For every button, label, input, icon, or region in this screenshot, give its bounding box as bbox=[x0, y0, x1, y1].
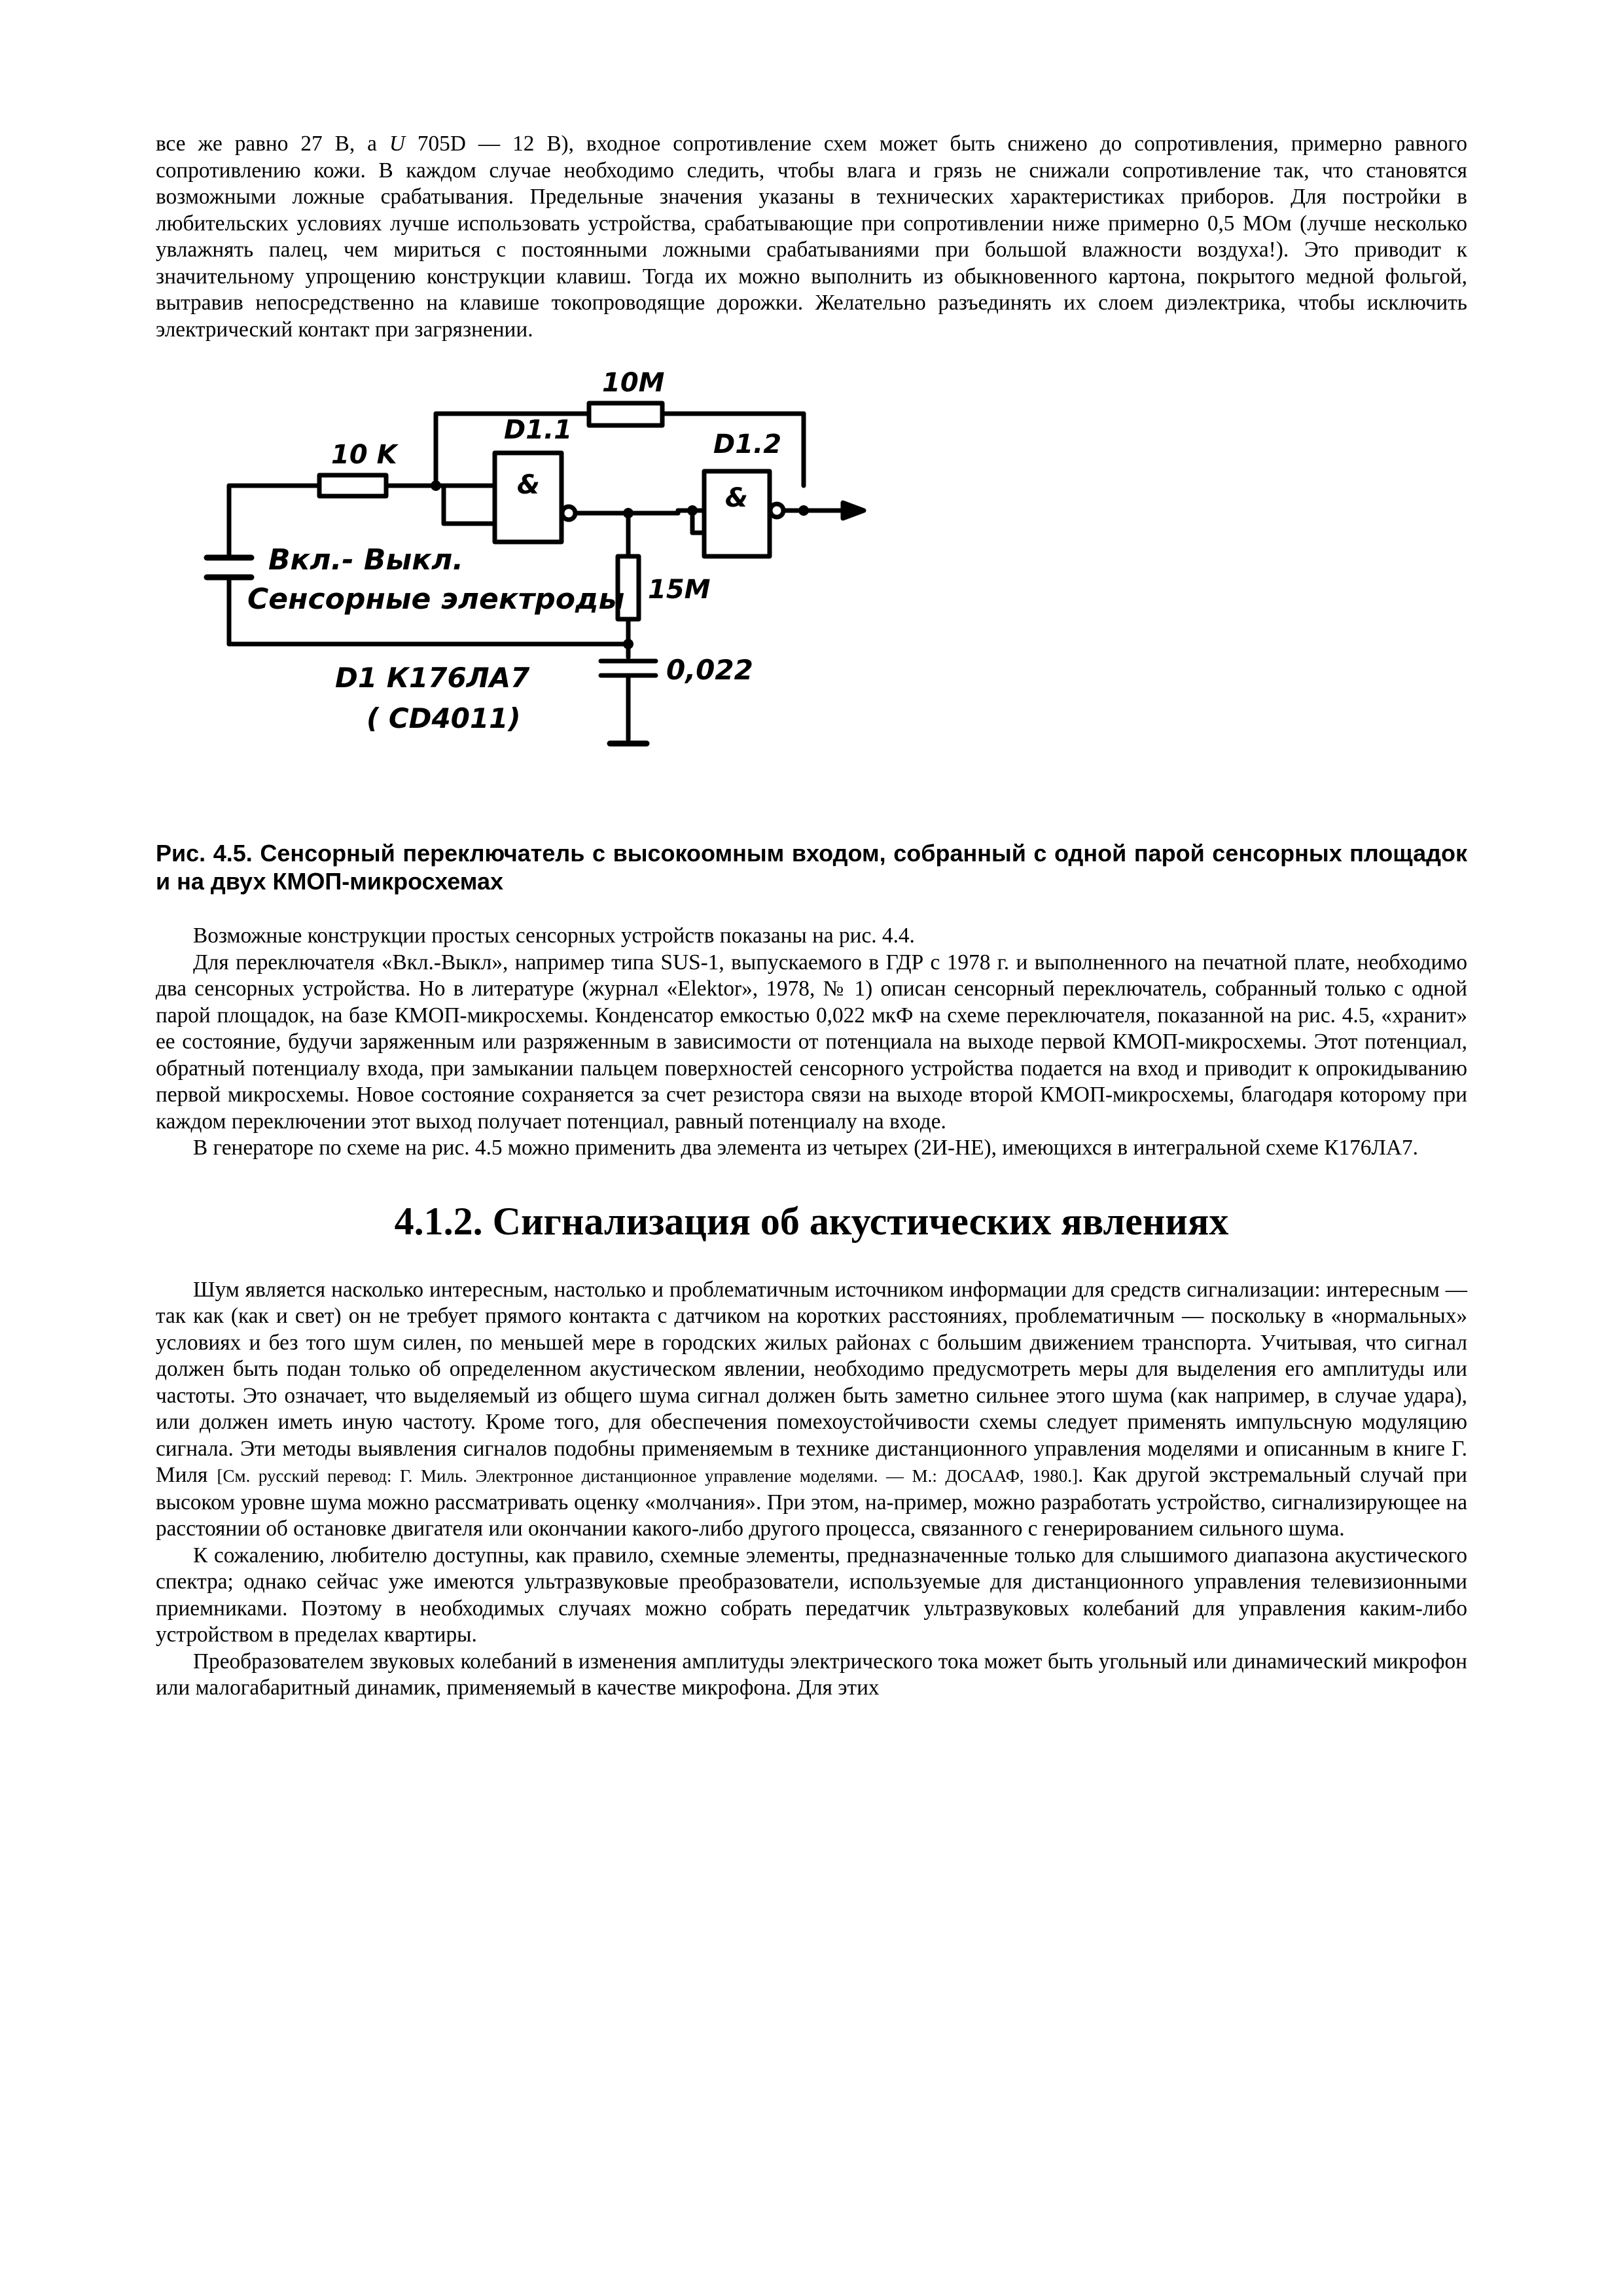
figure-caption: Рис. 4.5. Сенсорный переключатель с высокоомным входом, собранный с одной парой сенсорных площадок и на двух КМОП-микросхемах bbox=[156, 840, 1467, 895]
paragraph bbox=[156, 131, 1467, 343]
paragraph-text: В генераторе по схеме на рис. 4.5 можно применить два элемента из четырех (2И-НЕ), имеющихся в интегральной схеме К176ЛА7. bbox=[193, 1136, 1419, 1160]
circuit-diagram bbox=[156, 361, 1467, 833]
paragraph bbox=[156, 1135, 1467, 1162]
paragraph-text: все же равно 27 В, а bbox=[156, 132, 389, 156]
paragraph bbox=[156, 1543, 1467, 1649]
label-switch-2: Сенсорные электроды bbox=[247, 583, 625, 616]
label-chip: D1 К176ЛА7 bbox=[335, 662, 530, 694]
label-capacitor: 0,022 bbox=[666, 654, 753, 686]
junction-dot bbox=[623, 639, 633, 649]
paragraph-text: Шум является насколько интересным, настолько и проблематичным источником информации для средств сигнализации: интересным — так как (как и свет) он не требует прямого контакта с датчиком на коротких расстояниях, проблематичным — поскольку в «нормальных» условиях и без того шум силен, по меньшей мере в городских жилых районах с большим движением транспорта. Учитывая, что сигнал должен быть подан только об определенном акустическом явлении, необходимо предусмотреть меры для выделения его амплитуды или частоты. Это означает, что выделяемый из общего шума сигнал должен быть заметно сильнее этого шума (как например, в случае удара), или должен иметь иную частоту. Кроме того, для обеспечения помехоустойчивости схемы следует применять импульсную модуляцию сигнала. Эти методы выявления сигналов подобны применяемым в технике дистанционного управления моделями и описанным в книге Г. Миля bbox=[156, 1277, 1467, 1487]
paragraph-text: Возможные конструкции простых сенсорных устройств показаны на рис. 4.4. bbox=[193, 924, 915, 948]
label-15M: 15М bbox=[648, 575, 711, 605]
label-gate1: D1.1 bbox=[504, 415, 573, 445]
paragraph bbox=[156, 923, 1467, 950]
document-page bbox=[156, 131, 1467, 1702]
output-arrow bbox=[843, 503, 864, 518]
gate1-symbol: & bbox=[517, 470, 540, 500]
resistor-10M bbox=[589, 403, 662, 425]
gate2-symbol: & bbox=[725, 483, 748, 513]
paragraph-text: 705D — 12 В), входное сопротивление схем может быть снижено до сопротивления, примерно равного сопротивлению кожи. В каждом случае необходимо следить, чтобы влага и грязь не снижали сопротивление так, что становятся возможными ложные срабатывания. Предельные значения указаны в технических характеристиках приборов. Для постройки в любительских условиях лучше использовать устройства, срабатывающие при сопротивлении ниже примерно 0,5 МОм (лучше несколько увлажнять палец, чем мириться с постоянными ложными срабатываниями при большой влажности воздуха!). Это приводит к значительному упрощению конструкции клавиш. Тогда их можно выполнить из обыкновенного картона, покрытого медной фольгой, вытравив непосредственно на клавише токопроводящие дорожки. Желательно разъединять их слоем диэлектрика, чтобы исключить электрический контакт при загрязнении. bbox=[156, 132, 1467, 342]
paragraph bbox=[156, 950, 1467, 1136]
paragraph-text: U bbox=[389, 132, 405, 156]
junction-dot bbox=[623, 508, 633, 518]
label-gate2: D1.2 bbox=[713, 429, 782, 459]
acoustic-text-block bbox=[156, 1277, 1467, 1702]
paragraph-text: . Как другой экстремальный случай при высоком уровне шума можно рассматривать оценку «молчания». При этом, на-пример, можно разработать устройство, сигнализирующее на расстоянии об остановке двигателя или окончании какого-либо другого процесса, связанного с генерированием сильного шума. bbox=[156, 1463, 1468, 1541]
label-chip-analog: ( CD4011) bbox=[366, 702, 521, 734]
label-10K: 10 K bbox=[331, 440, 397, 470]
paragraph-text: Для переключателя «Вкл.-Выкл», например типа SUS-1, выпускаемого в ГДР с 1978 г. и выполненного на печатной плате, необходимо два сенсорных устройства. Но в литературе (журнал «Elektor», 1978, № 1) описан сенсорный переключатель, собранный только с одной парой площадок, на базе КМОП-микросхемы. Конденсатор емкостью 0,022 мкФ на схеме переключателя, показанной на рис. 4.5, «хранит» ее состояние, будучи заряженным или разряженным в зависимости от потенциала на выходе первой КМОП-микросхемы. Этот потенциал, обратный потенциалу входа, при замыкании пальцем поверхностей сенсорного устройства подается на вход и приводит к опрокидыванию первой микросхемы. Новое состояние сохраняется за счет резистора связи на выходе второй КМОП-микросхемы, благодаря которому при каждом переключении этот выход получает потенциал, равный потенциалу на входе. bbox=[156, 950, 1467, 1134]
paragraph bbox=[156, 1277, 1467, 1543]
description-text-block bbox=[156, 923, 1467, 1162]
figure-4-5 bbox=[156, 361, 1467, 833]
junction-dot bbox=[431, 480, 441, 491]
junction-dot bbox=[687, 505, 698, 516]
section-title: 4.1.2. Сигнализация об акустических явлениях bbox=[394, 1199, 1229, 1243]
junction-dot bbox=[798, 505, 809, 516]
reference-note: [См. русский перевод: Г. Миль. Электронное дистанционное управление моделями. — М.: ДОСААФ, 1980.] bbox=[217, 1466, 1078, 1486]
label-10M: 10M bbox=[602, 368, 665, 398]
label-switch-1: Вкл.- Выкл. bbox=[268, 543, 464, 577]
paragraph-text: К сожалению, любителю доступны, как правило, схемные элементы, предназначенные только для слышимого диапазона акустического спектра; однако сейчас уже имеются ультразвуковые преобразователи, используемые для дистанционного управления телевизионными приемниками. Поэтому в необходимых случаях можно собрать передатчик ультразвуковых колебаний для управления каким-либо устройством в пределах квартиры. bbox=[156, 1543, 1467, 1647]
paragraph bbox=[156, 1649, 1467, 1702]
intro-text-block bbox=[156, 131, 1467, 343]
resistor-10K bbox=[319, 475, 386, 496]
paragraph-text: Преобразователем звуковых колебаний в изменения амплитуды электрического тока может быть угольный или динамический микрофон или малогабаритный динамик, применяемый в качестве микрофона. Для этих bbox=[156, 1649, 1467, 1700]
